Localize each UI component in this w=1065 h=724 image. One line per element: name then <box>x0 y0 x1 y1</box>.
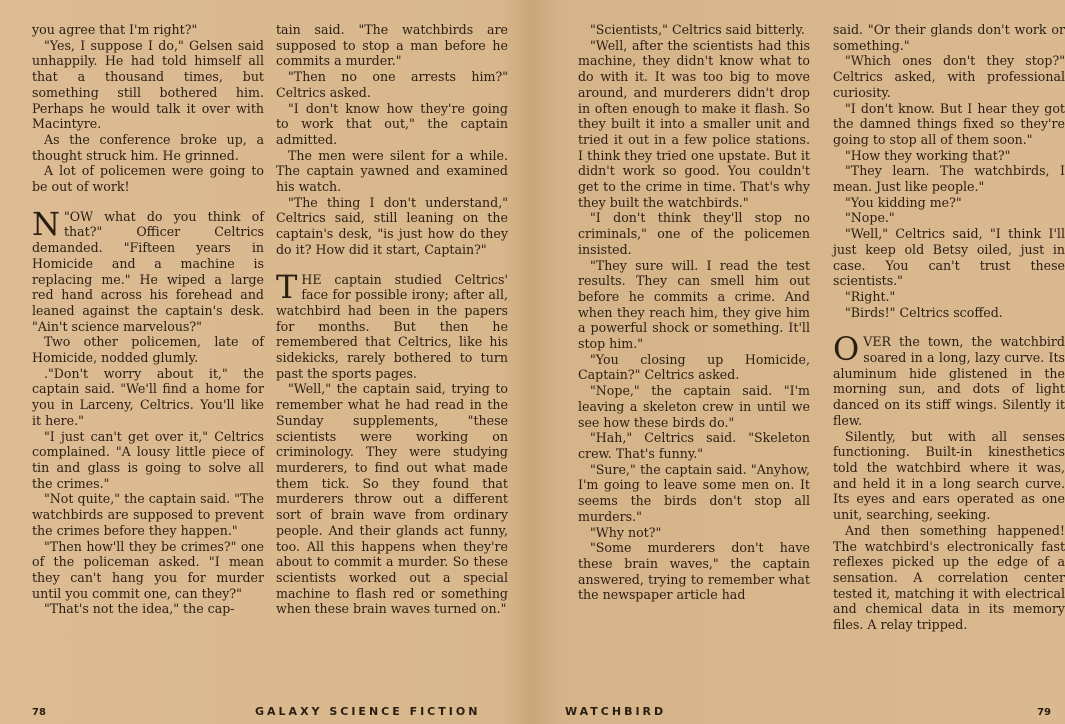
paragraph: "Not quite," the captain said. "The watchbirds are supposed to prevent the crimes before they happen." <box>32 491 264 538</box>
right-column-1 <box>578 22 810 603</box>
paragraph: ."Don't worry about it," the captain said. "We'll find a home for you in Larceny, Celtrics. You'll like it here." <box>32 365 264 428</box>
paragraph: "They learn. The watchbirds, I mean. Just like people." <box>833 163 1065 195</box>
paragraph: "Which ones don't they stop?" Celtrics asked, with professional curiosity. <box>833 53 1065 100</box>
right-column-2 <box>833 22 1065 633</box>
paragraph: "I don't know how they're going to work that out," the captain admitted. <box>276 100 508 147</box>
paragraph: "The thing I don't understand," Celtrics said, still leaning on the captain's desk, "is just how do they do it? How did it start, Captain?" <box>276 194 508 257</box>
section-text: what do you think of that?" Officer Celtrics demanded. "Fifteen years in Homicide and a machine is replacing me." He wiped a large red hand across his forehead and leaned against the captain's desk. "Ain't science marvelous?" <box>32 208 264 334</box>
paragraph: "I don't know. But I hear they got the damned things fixed so they're going to stop all of them soon." <box>833 100 1065 147</box>
section-text: captain studied Celtrics' face for possible irony; after all, watchbird had been in the papers for months. But then he remembered that Celtrics, like his sidekicks, rarely bothered to turn past the sports pages. <box>276 271 508 381</box>
lead-in: VER <box>863 334 892 350</box>
paragraph: Silently, but with all senses functioning. Built-in kinesthetics told the watchbird where it was, and held it in a long search curve. Its eyes and ears operated as one unit, searching, seeking. <box>833 428 1065 523</box>
running-head-right: WATCHBIRD <box>565 705 667 718</box>
paragraph: "Why not?" <box>590 524 662 540</box>
paragraph: "Well," Celtrics said, "I think I'll just keep old Betsy oiled, just in case. You can't trust these scientists." <box>833 226 1065 289</box>
lead-in: HE <box>301 271 322 287</box>
paragraph: "They sure will. I read the test results. They can smell him out before he commits a crime. And when they reach him, they give him a powerful shock or something. It'll stop him." <box>578 257 810 352</box>
lead-in: OW <box>69 208 94 224</box>
paragraph: "Well," the captain said, trying to remember what he had read in the Sunday supplements, "these scientists were working on criminology. They were studying murderers, to find out what made them tick. So they found that murderers throw out a different sort of brain wave from ordinary people. And their glands act funny, too. All this happens when they're about to commit a murder. So these scientists worked out a special machine to flash red or something when these brain waves turned on." <box>276 381 508 617</box>
paragraph: you agree that I'm right?" <box>32 22 198 37</box>
section-opening <box>276 267 508 382</box>
left-page <box>0 0 532 724</box>
paragraph: "Birds!" Celtrics scoffed. <box>845 304 1003 320</box>
section-text: the town, the watchbird soared in a long, lazy curve. Its aluminum hide glistened in the morning sun, and dots of light danced on its stiff wings. Silently it flew. <box>833 334 1065 428</box>
paragraph: "You closing up Homicide, Captain?" Celtrics asked. <box>578 351 810 383</box>
paragraph: "Well, after the scientists had this machine, they didn't know what to do with it. It was too big to move around, and murderers didn't drop in often enough to make it flash. So they built it into a smaller unit and tried it out in a few police stations. I think they tried one upstate. But it didn't work so good. You couldn't get to the crime in time. That's why they built the watchbirds." <box>578 37 810 210</box>
drop-cap: O <box>833 330 860 369</box>
paragraph: "Then how'll they be crimes?" one of the policeman asked. "I mean they can't hang you for murder until you commit one, can they?" <box>32 538 264 601</box>
paragraph: Two other policemen, late of Homicide, nodded glumly. <box>32 334 264 366</box>
page-number-left: 78 <box>32 707 46 718</box>
paragraph: "Sure," the captain said. "Anyhow, I'm going to leave some men on. It seems the birds don't stop all murders." <box>578 461 810 524</box>
paragraph: "Right." <box>845 288 896 304</box>
right-page <box>533 0 1065 724</box>
paragraph: said. "Or their glands don't work or something." <box>833 22 1065 53</box>
paragraph: "Nope," the captain said. "I'm leaving a skeleton crew in until we see how these birds do." <box>578 383 810 430</box>
paragraph: The men were silent for a while. The captain yawned and examined his watch. <box>276 147 508 195</box>
paragraph: As the conference broke up, a thought struck him. He grinned. <box>32 131 264 163</box>
paragraph: "You kidding me?" <box>845 194 962 210</box>
paragraph: "Nope." <box>845 210 895 226</box>
paragraph: tain said. "The watchbirds are supposed to stop a man before he commits a murder." <box>276 22 508 69</box>
paragraph: "Then no one arrests him?" Celtrics asked. <box>276 69 508 100</box>
paragraph: "I don't think they'll stop no criminals," one of the policemen insisted. <box>578 210 810 257</box>
paragraph: "Some murderers don't have these brain waves," the captain answered, trying to remember what the newspaper article had <box>578 540 810 603</box>
paragraph: "Hah," Celtrics said. "Skeleton crew. That's funny." <box>578 430 810 461</box>
paragraph: A lot of policemen were going to be out of work! <box>32 163 264 195</box>
section-opening: " N OW what do you think of that?" Officer Celtrics demanded. "Fifteen years in Homicide and a machine is replacing me." He wiped a large red hand across his forehead and leaned against the captain's desk. "Ain't science marvelous?" <box>32 204 264 334</box>
paragraph: "How they working that?" <box>845 147 1011 163</box>
drop-cap: N <box>32 204 60 243</box>
page-number-right: 79 <box>1037 707 1051 718</box>
left-column-2 <box>276 22 508 617</box>
paragraph: "That's not the idea," the cap- <box>44 601 235 617</box>
paragraph: And then something happened! The watchbird's electronically fast reflexes picked up the edge of a sensation. A correlation center tested it, matching it with electrical and chemical data in its memory files. A relay tripped. <box>833 522 1065 633</box>
running-head-left: GALAXY SCIENCE FICTION <box>255 705 481 718</box>
paragraph: "Yes, I suppose I do," Gelsen said unhappily. He had told himself all that a thousand times, but something still bothered him. Perhaps he would talk it over with Macintyre. <box>32 37 264 132</box>
left-column-1 <box>32 22 264 617</box>
section-opening <box>833 330 1065 428</box>
paragraph: "Scientists," Celtrics said bitterly. <box>590 22 805 37</box>
paragraph: "I just can't get over it," Celtrics complained. "A lousy little piece of tin and glass is going to solve all the crimes." <box>32 428 264 491</box>
drop-cap: T <box>276 267 298 306</box>
